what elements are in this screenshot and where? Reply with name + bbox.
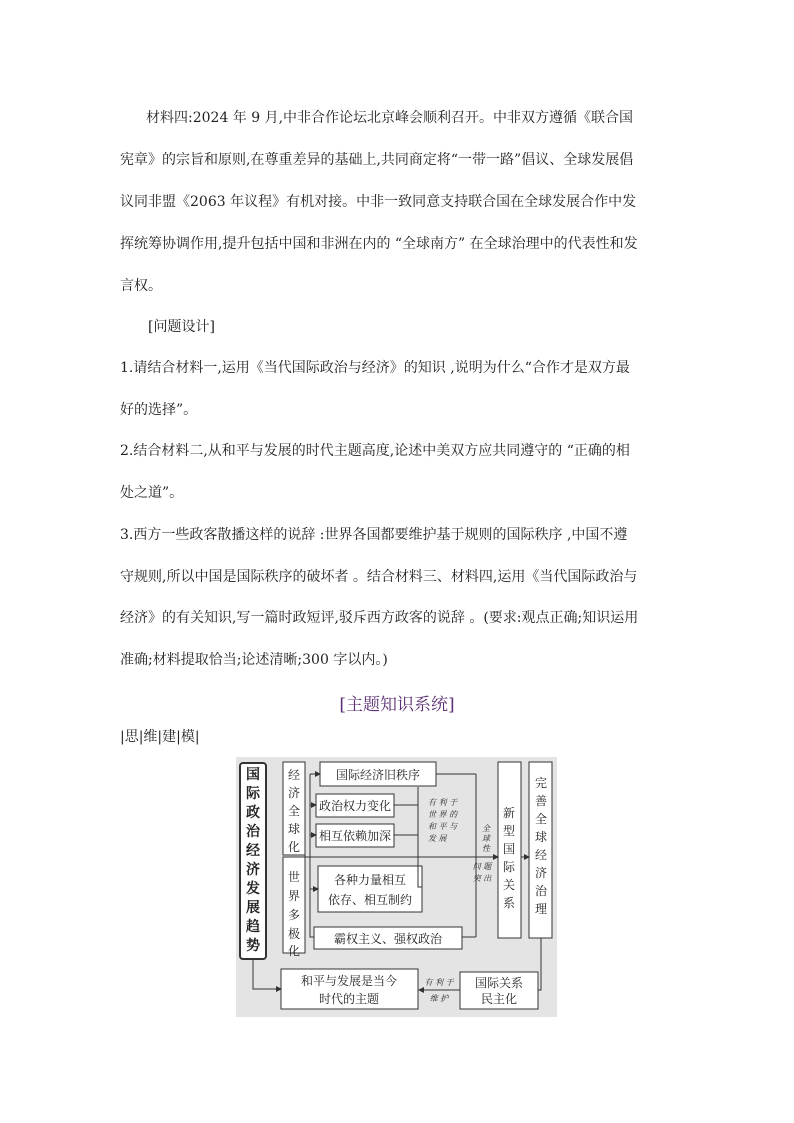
new-relations-char-5: 系 xyxy=(502,896,516,910)
governance-char-3: 球 xyxy=(534,830,548,844)
forces-line1: 各种力量相互 xyxy=(333,873,407,887)
knowledge-diagram xyxy=(236,757,557,1017)
question-3-line2: 守规则,所以中国是国际秩序的破坏者 。结合材料三、材料四,运用《当代国际政治与 xyxy=(120,569,638,585)
material4-line3: 议同非盟《2063 年议程》有机对接。中非一致同意支持联合国在全球发展合作中发 xyxy=(120,194,637,210)
governance-char-0: 完 xyxy=(534,776,548,790)
peace-line1: 和平与发展是当今 xyxy=(300,974,398,988)
main-char-6: 发 xyxy=(246,881,260,897)
new-relations-char-3: 际 xyxy=(502,860,516,874)
question-1-line1: 1.请结合材料一,运用《当代国际政治与经济》的知识 ,说明为什么“合作才是双方最 xyxy=(120,360,630,376)
governance-char-7: 理 xyxy=(534,902,548,916)
new-relations-char-0: 新 xyxy=(502,806,516,820)
problems-line-1: 突 出 xyxy=(472,874,492,883)
question-design-label: [问题设计] xyxy=(148,319,215,335)
main-char-1: 际 xyxy=(246,786,260,802)
peace-line2: 时代的主题 xyxy=(318,992,380,1006)
interdependence-label: 相互依赖加深 xyxy=(318,829,392,843)
power-change-label: 政治权力变化 xyxy=(318,799,392,813)
multipolar-char-0: 世 xyxy=(287,870,301,884)
democracy-line2: 民主化 xyxy=(480,992,518,1006)
democracy-line1: 国际关系 xyxy=(474,976,524,990)
section-heading: [主题知识系统] xyxy=(339,695,455,715)
main-char-4: 经 xyxy=(246,843,260,859)
main-char-7: 展 xyxy=(246,900,260,916)
problems-line-0: 问 题 xyxy=(472,862,492,871)
conducive-line-3: 发 展 xyxy=(428,834,447,843)
global-char-1: 球 xyxy=(482,834,490,843)
question-2-line2: 处之道”。 xyxy=(120,485,184,501)
hegemony-label: 霸权主义、强权政治 xyxy=(333,932,443,946)
globalization-char-3: 球 xyxy=(287,822,301,836)
governance-char-4: 经 xyxy=(534,848,548,862)
main-char-0: 国 xyxy=(246,767,260,783)
governance-char-1: 善 xyxy=(534,794,548,808)
governance-char-5: 济 xyxy=(534,866,548,880)
material4-line4: 挥统筹协调作用,提升包括中国和非洲在内的 “全球南方” 在全球治理中的代表性和发 xyxy=(120,236,638,252)
main-char-9: 势 xyxy=(246,938,260,954)
multipolar-char-2: 多 xyxy=(287,908,301,922)
subheading: |思|维|建|模| xyxy=(120,729,200,745)
main-char-2: 政 xyxy=(246,805,260,821)
governance-char-2: 全 xyxy=(534,812,548,826)
main-char-3: 治 xyxy=(246,824,260,840)
main-char-8: 趋 xyxy=(246,919,260,935)
material4-line2: 宪章》的宗旨和原则,在尊重差异的基础上,共同商定将“一带一路”倡议、全球发展倡 xyxy=(120,152,634,168)
question-1-line2: 好的选择”。 xyxy=(120,402,198,418)
question-3-line1: 3.西方一些政客散播这样的说辞 :世界各国都要维护基于规则的国际秩序 ,中国不遵 xyxy=(120,527,628,543)
globalization-char-2: 全 xyxy=(287,804,301,818)
material4-line1: 材料四:2024 年 9 月,中非合作论坛北京峰会顺利召开。中非双方遵循《联合国 xyxy=(146,110,634,126)
globalization-char-0: 经 xyxy=(287,768,301,782)
new-relations-char-2: 国 xyxy=(502,842,516,856)
new-relations-char-1: 型 xyxy=(502,824,516,838)
main-char-5: 济 xyxy=(246,862,260,878)
new-relations-char-4: 关 xyxy=(502,878,516,892)
global-char-2: 性 xyxy=(482,844,490,853)
globalization-char-1: 济 xyxy=(287,786,301,800)
question-2-line1: 2.结合材料二,从和平与发展的时代主题高度,论述中美双方应共同遵守的 “正确的相 xyxy=(120,443,630,459)
multipolar-char-4: 化 xyxy=(287,944,301,958)
global-char-0: 全 xyxy=(482,824,490,833)
multipolar-char-1: 界 xyxy=(287,889,301,903)
conducive-line-2: 和 平 与 xyxy=(428,822,458,831)
globalization-char-4: 化 xyxy=(287,840,301,854)
forces-line2: 依存、相互制约 xyxy=(327,893,413,907)
maintain-line-0: 有 利 于 xyxy=(424,978,454,987)
maintain-line-1: 维 护 xyxy=(429,994,449,1003)
material4-line5: 言权。 xyxy=(120,278,162,294)
conducive-line-0: 有 利 于 xyxy=(428,798,458,807)
multipolar-char-3: 极 xyxy=(287,927,301,941)
governance-char-6: 治 xyxy=(534,884,548,898)
question-3-line4: 准确;材料提取恰当;论述清晰;300 字以内。) xyxy=(120,652,388,668)
conducive-line-1: 世 界 的 xyxy=(428,810,458,819)
old-order-label: 国际经济旧秩序 xyxy=(335,768,421,782)
question-3-line3: 经济》的有关知识,写一篇时政短评,驳斥西方政客的说辞 。(要求:观点正确;知识运用 xyxy=(120,610,639,626)
